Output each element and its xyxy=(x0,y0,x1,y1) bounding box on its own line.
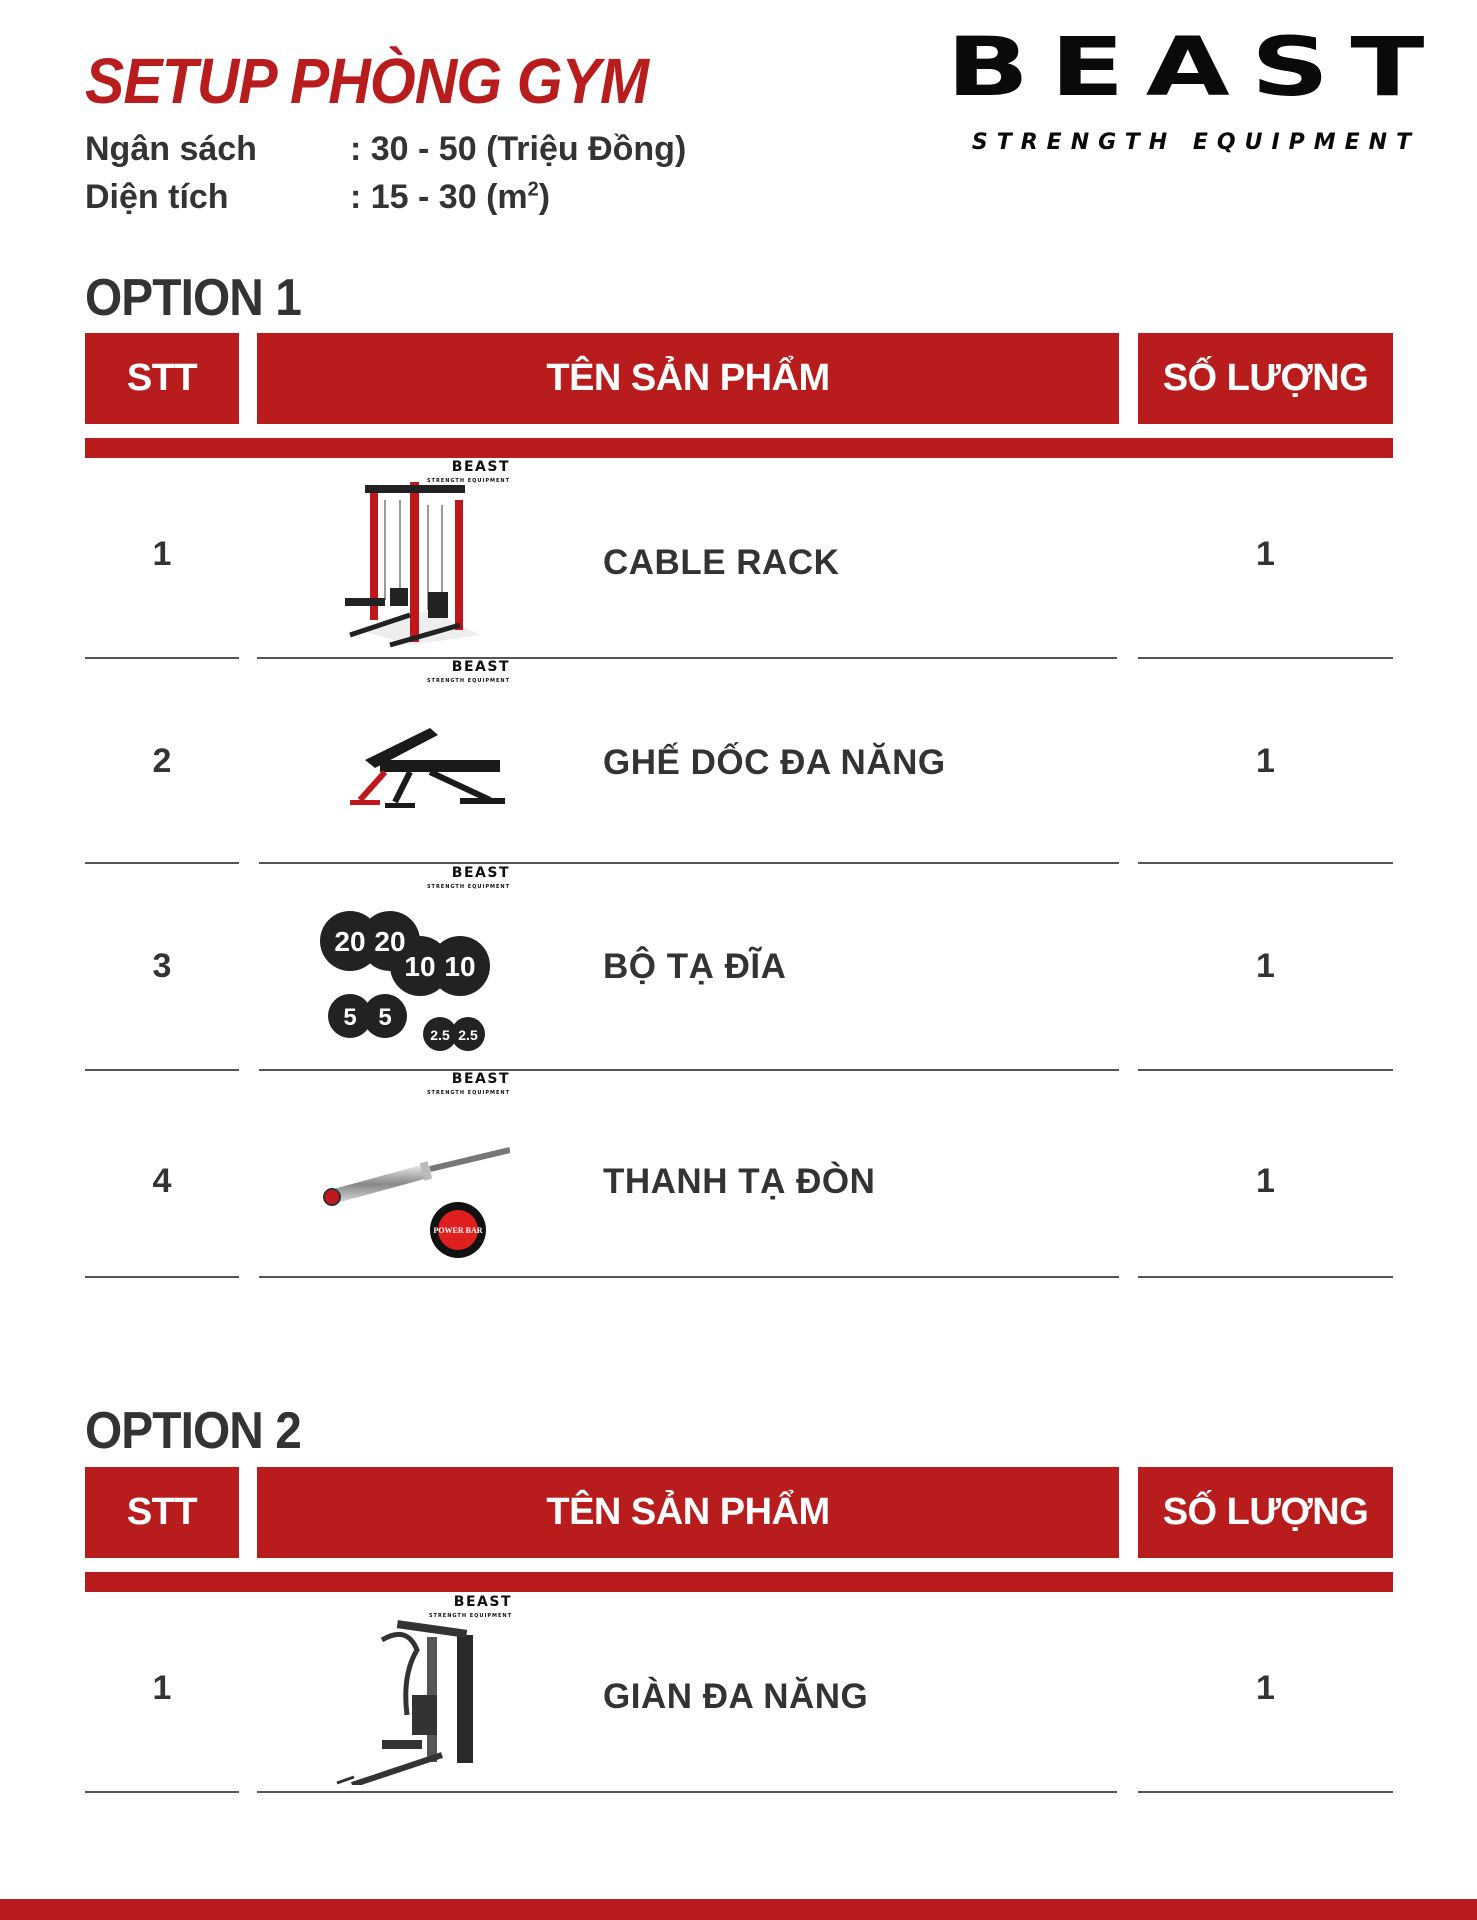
row-divider xyxy=(1138,1276,1393,1278)
row-stt: 4 xyxy=(152,1162,172,1200)
header-stt: STT xyxy=(85,333,239,424)
row-divider xyxy=(1138,862,1393,864)
svg-text:2.5: 2.5 xyxy=(430,1027,450,1043)
mini-brand-logo: BEAST STRENGTH EQUIPMENT xyxy=(426,659,510,684)
header-product-name: TÊN SẢN PHẨM xyxy=(257,1467,1119,1558)
row-stt: 2 xyxy=(152,742,172,780)
svg-text:5: 5 xyxy=(343,1004,357,1031)
svg-text:5: 5 xyxy=(378,1004,392,1031)
brand-logo xyxy=(946,20,1446,155)
row-quantity: 1 xyxy=(1256,535,1275,573)
svg-text:2.5: 2.5 xyxy=(458,1027,478,1043)
area-value: : 15 - 30 $(m^2)$ xyxy=(350,178,551,216)
weight-plates-image xyxy=(310,866,510,1056)
barbell-image xyxy=(310,1072,510,1262)
header-band xyxy=(85,438,1393,458)
row-product-name: CABLE RACK xyxy=(603,543,840,582)
row-divider xyxy=(259,862,1119,864)
svg-text:10: 10 xyxy=(444,951,476,982)
budget-value: : 30 - 50 (Triệu Đồng) xyxy=(350,130,687,168)
mini-brand-logo: BEAST STRENGTH EQUIPMENT xyxy=(426,1071,510,1096)
budget-row xyxy=(85,130,686,169)
row-divider xyxy=(85,1276,239,1278)
adjustable-bench-image xyxy=(310,660,510,850)
row-product-name: GHẾ DỐC ĐA NĂNG xyxy=(603,743,946,782)
row-stt: 3 xyxy=(152,947,172,985)
row-divider xyxy=(259,1276,1119,1278)
header-stt: STT xyxy=(85,1467,239,1558)
row-product-name: BỘ TẠ ĐĨA xyxy=(603,947,787,986)
home-gym-image xyxy=(312,1595,512,1785)
header-quantity: SỐ LƯỢNG xyxy=(1138,333,1393,424)
row-product-name: THANH TẠ ĐÒN xyxy=(603,1162,876,1201)
home-gym-icon xyxy=(312,1595,512,1785)
header-quantity: SỐ LƯỢNG xyxy=(1138,1467,1393,1558)
row-divider xyxy=(1138,1069,1393,1071)
row-divider xyxy=(257,657,1117,659)
row-divider xyxy=(1138,657,1393,659)
row-divider xyxy=(1138,1791,1393,1793)
cable-rack-icon xyxy=(310,460,510,650)
budget-label: Ngân sách xyxy=(85,130,257,168)
header-product-name: TÊN SẢN PHẨM xyxy=(257,333,1119,424)
row-divider xyxy=(85,1791,239,1793)
mini-brand-logo: BEAST STRENGTH EQUIPMENT xyxy=(428,1594,512,1619)
svg-text:10: 10 xyxy=(404,951,436,982)
row-quantity: 1 xyxy=(1256,1669,1275,1707)
bench-icon xyxy=(310,660,510,850)
footer-band xyxy=(0,1899,1477,1920)
row-quantity: 1 xyxy=(1256,947,1275,985)
cable-rack-image xyxy=(310,460,510,650)
mini-brand-logo: BEAST STRENGTH EQUIPMENT xyxy=(426,865,510,890)
page-title: SETUP PHÒNG GYM xyxy=(85,45,649,117)
header-band xyxy=(85,1572,1393,1592)
svg-text:20: 20 xyxy=(374,926,406,957)
brand-name: BEAST xyxy=(946,20,1446,115)
barbell-icon xyxy=(310,1072,510,1262)
weight-plates-icon xyxy=(310,866,510,1056)
mini-brand-logo: BEAST STRENGTH EQUIPMENT xyxy=(426,459,510,484)
option-1-title: OPTION 1 xyxy=(85,269,301,327)
row-divider xyxy=(85,657,239,659)
row-quantity: 1 xyxy=(1256,742,1275,780)
brand-tagline: STRENGTH EQUIPMENT xyxy=(971,130,1421,155)
row-stt: 1 xyxy=(152,1669,172,1707)
row-divider xyxy=(85,1069,239,1071)
row-divider xyxy=(85,862,239,864)
svg-text:POWER BAR: POWER BAR xyxy=(433,1226,483,1235)
svg-text:20: 20 xyxy=(334,926,366,957)
row-stt: 1 xyxy=(152,535,172,573)
area-label: Diện tích xyxy=(85,178,229,216)
row-divider xyxy=(257,1791,1117,1793)
row-quantity: 1 xyxy=(1256,1162,1275,1200)
area-row xyxy=(85,178,550,217)
option-2-title: OPTION 2 xyxy=(85,1402,301,1460)
row-divider xyxy=(259,1069,1119,1071)
row-product-name: GIÀN ĐA NĂNG xyxy=(603,1677,869,1716)
